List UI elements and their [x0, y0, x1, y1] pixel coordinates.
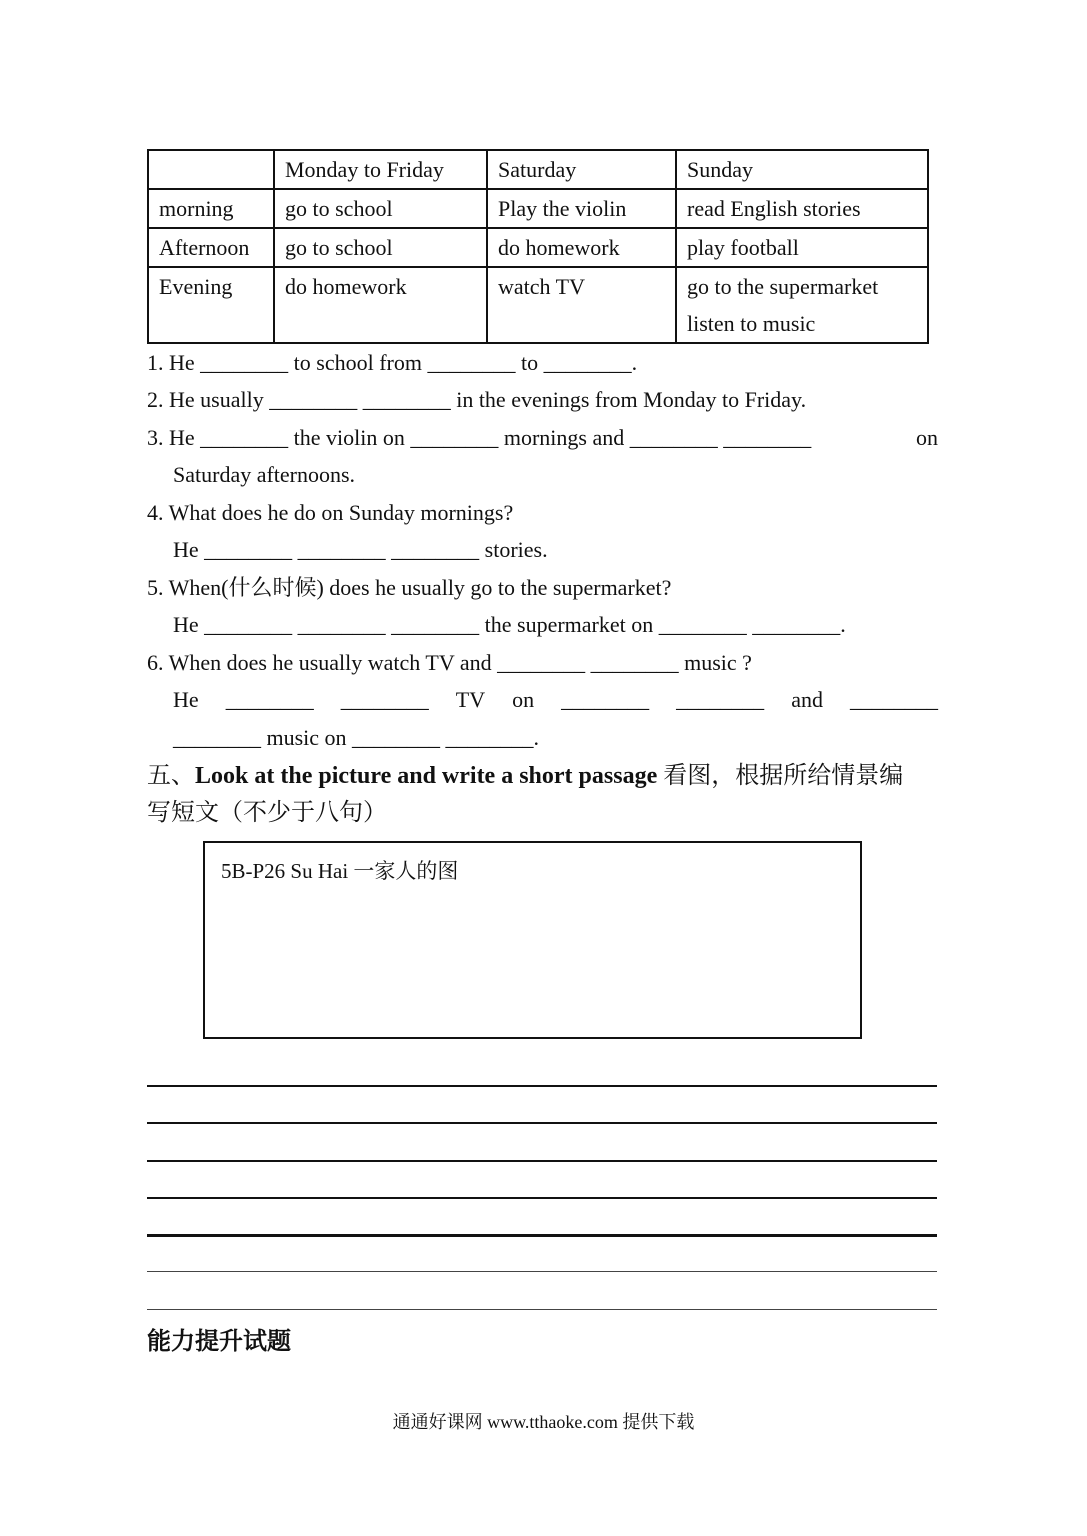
writing-line[interactable]	[147, 1197, 937, 1199]
question-2: 2. He usually ________ ________ in the evenings from Monday to Friday.	[147, 387, 807, 412]
answer-6-word: He	[173, 687, 199, 712]
table-cell: Saturday	[487, 150, 676, 189]
answer-4: He ________ ________ ________ stories.	[173, 537, 548, 562]
table-row	[148, 189, 928, 228]
answer-6-word: on	[512, 687, 535, 712]
answer-6-word: and	[791, 687, 823, 712]
table-cell: do homework	[274, 267, 487, 343]
table-cell: Sunday	[676, 150, 928, 189]
ability-heading: 能力提升试题	[147, 1327, 291, 1355]
question-3-cont: Saturday afternoons.	[173, 462, 356, 487]
table-cell: Evening	[148, 267, 274, 343]
answer-5: He ________ ________ ________ the supermarket on ________ ________.	[173, 612, 846, 637]
table-cell: play football	[676, 228, 928, 267]
writing-line[interactable]	[147, 1160, 937, 1162]
answer-6-cont: ________ music on ________ ________.	[173, 725, 540, 750]
writing-line[interactable]	[147, 1122, 937, 1124]
answer-6-word: ________	[850, 687, 938, 712]
table-cell	[148, 150, 274, 189]
section-5-prefix: 五、	[147, 763, 195, 789]
table-cell-line: go to the supermarket	[687, 274, 879, 299]
table-cell: Play the violin	[487, 189, 676, 228]
question-1: 1. He ________ to school from ________ to ________.	[147, 350, 638, 375]
picture-placeholder-label: 5B-P26 Su Hai 一家人的图	[221, 859, 459, 883]
page-footer: 通通好课网 www.tthaoke.com 提供下载	[392, 1412, 695, 1432]
answer-6-word: TV	[455, 687, 486, 712]
section-5-chinese: 看图，根据所给情景编	[657, 763, 904, 789]
table-cell: watch TV	[487, 267, 676, 343]
answer-6-word: ________	[561, 687, 650, 712]
question-3-tail: on	[916, 425, 938, 450]
writing-line[interactable]	[147, 1234, 937, 1237]
answer-6-word: ________	[676, 687, 765, 712]
table-cell: do homework	[487, 228, 676, 267]
table-row	[148, 267, 928, 343]
answer-6-word: ________	[340, 687, 429, 712]
table-cell: Afternoon	[148, 228, 274, 267]
table-header-row	[148, 150, 928, 189]
question-4: 4. What does he do on Sunday mornings?	[147, 500, 514, 525]
answer-6	[173, 685, 938, 715]
table-cell	[676, 267, 928, 343]
question-6: 6. When does he usually watch TV and ________ ________ music ?	[147, 650, 752, 675]
table-cell-line: listen to music	[687, 311, 816, 336]
section-5-english: Look at the picture and write a short passage	[195, 763, 658, 789]
question-3	[147, 423, 938, 453]
answer-6-word: ________	[225, 687, 314, 712]
table-cell: Monday to Friday	[274, 150, 487, 189]
table-cell: go to school	[274, 189, 487, 228]
table-cell: read English stories	[676, 189, 928, 228]
picture-placeholder-box	[203, 841, 862, 1039]
writing-line[interactable]	[147, 1271, 937, 1272]
table-row	[148, 228, 928, 267]
section-5-heading	[147, 758, 947, 832]
schedule-table	[147, 149, 929, 344]
table-cell: go to school	[274, 228, 487, 267]
question-5: 5. When(什么时候) does he usually go to the supermarket?	[147, 575, 672, 600]
writing-line[interactable]	[147, 1309, 937, 1310]
writing-line[interactable]	[147, 1085, 937, 1087]
section-5-chinese-cont: 写短文（不少于八句）	[147, 800, 387, 826]
table-cell: morning	[148, 189, 274, 228]
question-3-text: 3. He ________ the violin on ________ mornings and ________ ________	[147, 425, 812, 450]
